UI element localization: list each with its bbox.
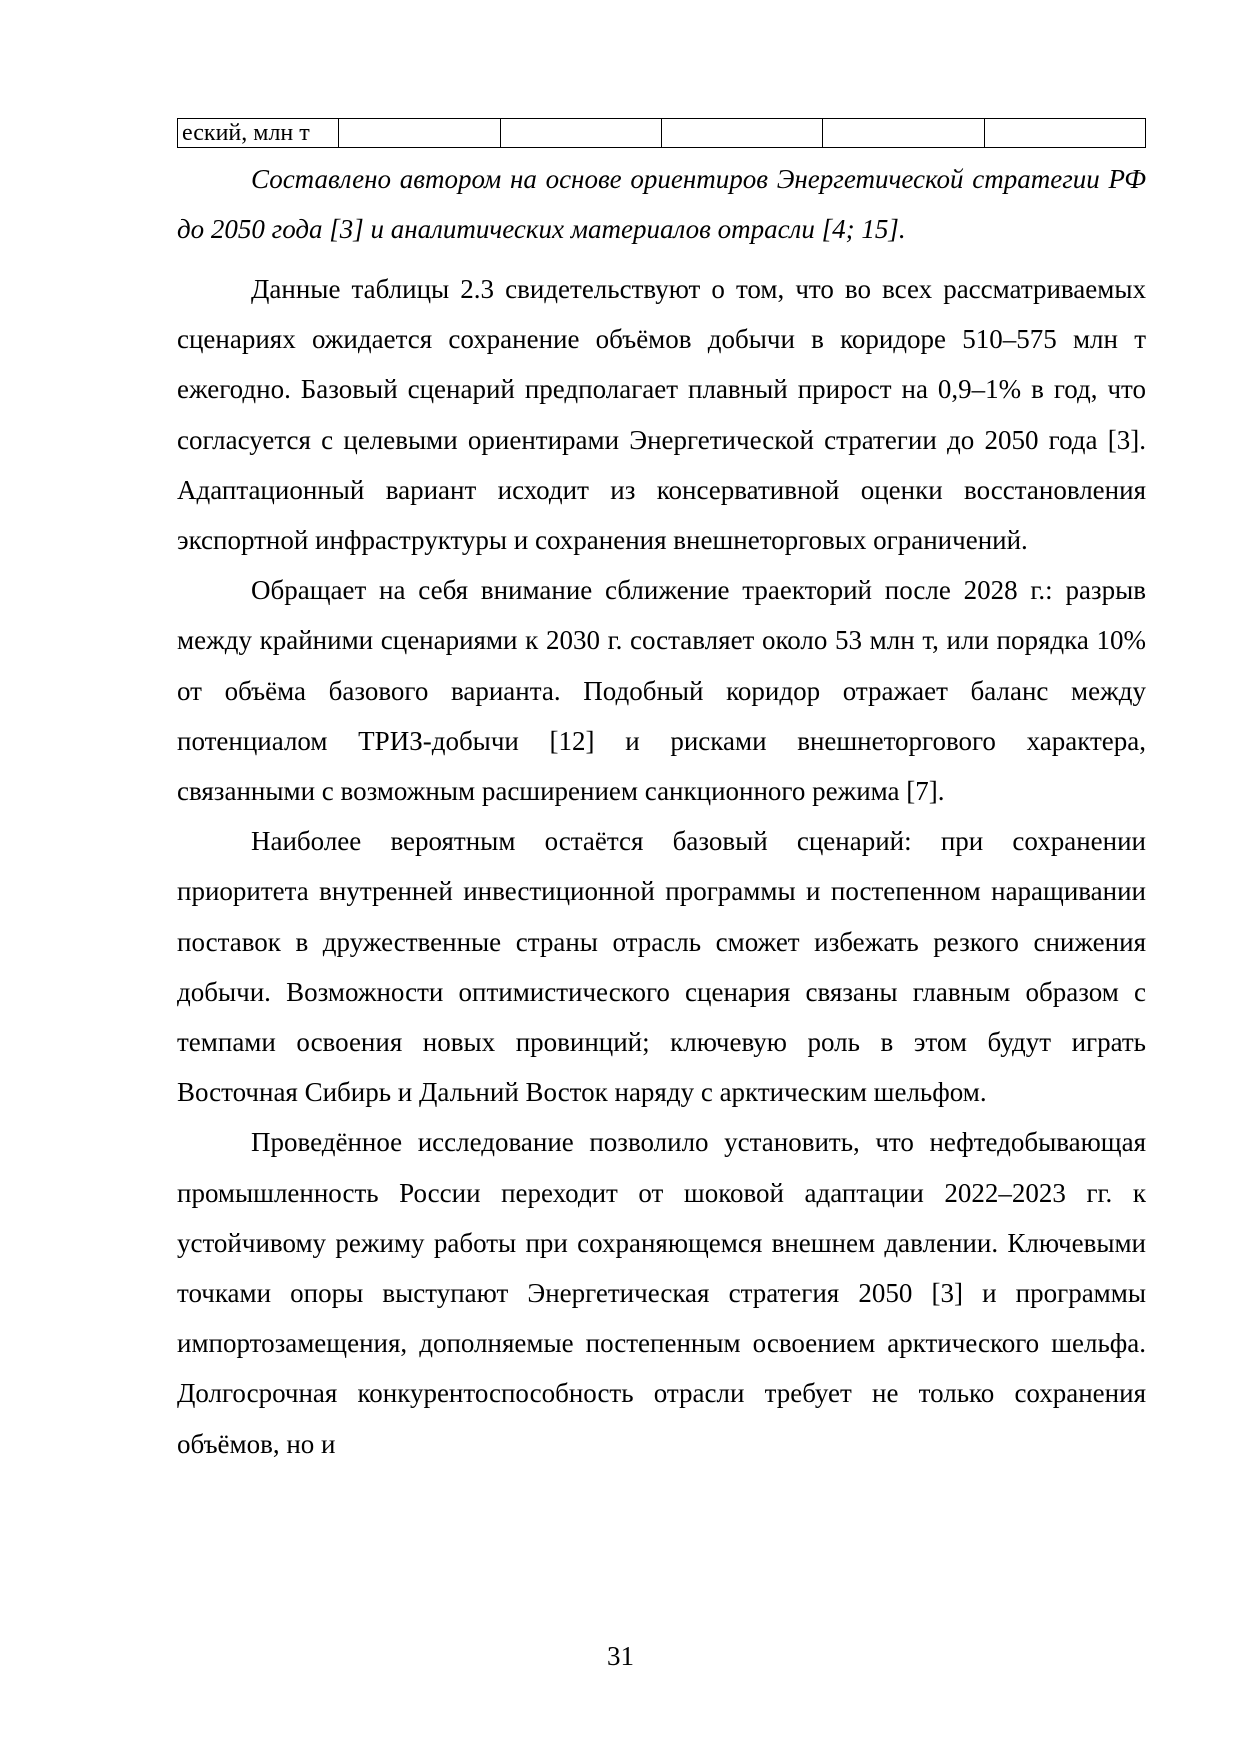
- table-cell: [661, 119, 822, 148]
- table-cell: [984, 119, 1145, 148]
- paragraph: Проведённое исследование позволило установить, что нефтедобывающая промышленность России переходит от шоковой адаптации 2022–2023 гг. к устойчивому режиму работы при сохраняющемся внешнем давлении. Ключевыми точками опоры выступают Энергетическая стратегия 2050 [3] и программы импортозамещения, дополняемые постепенным освоением арктического шельфа. Долгосрочная конкурентоспособность отрасли требует не только сохранения объёмов, но и: [177, 1127, 1146, 1459]
- table-row: [178, 119, 1146, 148]
- paragraph: Данные таблицы 2.3 свидетельствуют о том, что во всех рассматриваемых сценариях ожидается сохранение объёмов добычи в коридоре 510–575 млн т ежегодно. Базовый сценарий предполагает плавный прирост на 0,9–1% в год, что согласуется с целевыми ориентирами Энергетической стратегии до 2050 года [3]. Адаптационный вариант исходит из консервативной оценки восстановления экспортной инфраструктуры и сохранения внешнеторговых ограничений.: [177, 274, 1146, 556]
- body-text: [177, 264, 1146, 1469]
- table-cell-indicator: еский, млн т: [178, 119, 339, 148]
- table-cell: [339, 119, 500, 148]
- table-source-note: Составлено автором на основе ориентиров Энергетической стратегии РФ до 2050 года [3] и аналитических материалов отрасли [4; 15].: [177, 164, 1146, 244]
- scenario-table-fragment: [177, 118, 1146, 148]
- paragraph: Обращает на себя внимание сближение траекторий после 2028 г.: разрыв между крайними сценариями к 2030 г. составляет около 53 млн т, или порядка 10% от объёма базового варианта. Подобный коридор отражает баланс между потенциалом ТРИЗ-добычи [12] и рисками внешнеторгового характера, связанными с возможным расширением санкционного режима [7].: [177, 575, 1146, 807]
- paragraph: Наиболее вероятным остаётся базовый сценарий: при сохранении приоритета внутренней инвестиционной программы и постепенном наращивании поставок в дружественные страны отрасль сможет избежать резкого снижения добычи. Возможности оптимистического сценария связаны главным образом с темпами освоения новых провинций; ключевую роль в этом будут играть Восточная Сибирь и Дальний Восток наряду с арктическим шельфом.: [177, 826, 1146, 1108]
- document-page: [177, 118, 1146, 1469]
- table-cell: [823, 119, 984, 148]
- table-cell: [500, 119, 661, 148]
- page-number: 31: [607, 1641, 634, 1671]
